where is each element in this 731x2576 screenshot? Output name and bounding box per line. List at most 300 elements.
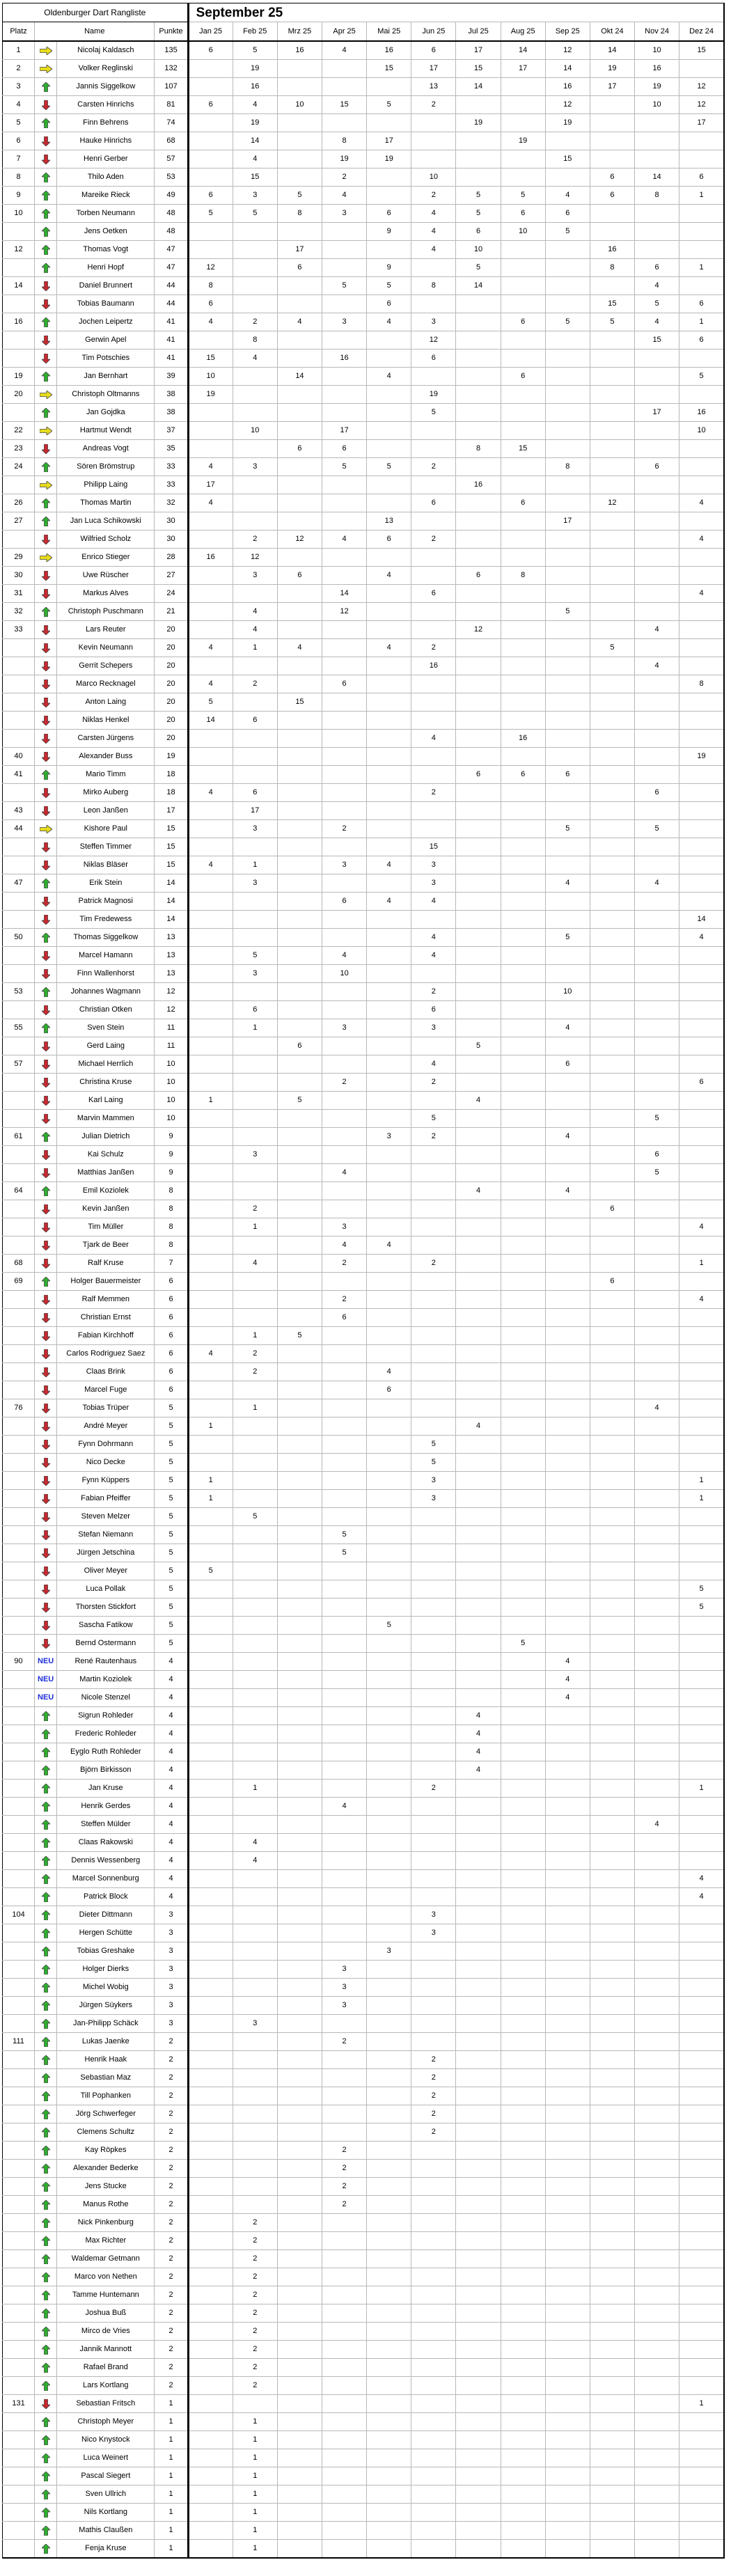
table-row [3,1436,725,1454]
month-score-cell [590,1816,634,1834]
trend-cell [35,1345,57,1363]
month-score-cell [322,2214,367,2232]
month-score-cell [411,2160,456,2178]
month-score-cell [233,838,277,856]
rank-cell [3,1580,35,1599]
month-score-cell: 2 [411,2051,456,2069]
month-score-cell [322,1327,367,1345]
trend-cell [35,874,57,893]
rank-cell [3,1381,35,1399]
month-score-cell: 6 [501,494,545,512]
points-cell: 107 [155,78,188,96]
month-score-cell [367,730,411,748]
month-score-cell [501,1055,545,1074]
month-score-cell [679,965,724,983]
month-score-cell [501,2051,545,2069]
trend-cell [35,766,57,784]
month-score-cell [233,386,277,404]
points-cell: 30 [155,531,188,549]
trend-cell [35,2304,57,2323]
month-score-cell [679,549,724,567]
month-score-cell [456,929,501,947]
trend-cell [35,295,57,313]
month-score-cell [188,1743,233,1761]
arrow-down-icon [42,1603,50,1612]
rank-cell [3,2178,35,2196]
month-score-cell: 6 [367,1381,411,1399]
month-score-cell [411,712,456,730]
month-score-cell [277,2449,322,2467]
table-row [3,621,725,639]
points-cell: 4 [155,1653,188,1671]
table-row [3,2395,725,2413]
month-score-cell [322,838,367,856]
points-cell: 4 [155,1798,188,1816]
month-score-cell [635,2377,679,2395]
player-name: Sascha Fatikow [57,1617,155,1635]
points-cell: 49 [155,187,188,205]
month-score-cell [590,2522,634,2540]
month-score-cell [635,2051,679,2069]
month-score-cell: 5 [233,41,277,60]
month-score-cell [635,802,679,820]
month-score-cell: 4 [635,657,679,675]
month-score-cell [590,2232,634,2250]
rank-cell: 33 [3,621,35,639]
rank-cell [3,2105,35,2123]
month-score-cell [188,1291,233,1309]
month-score-cell [590,1961,634,1979]
month-score-cell [456,856,501,874]
table-row [3,1182,725,1200]
month-score-cell: 16 [501,730,545,748]
month-score-cell [501,748,545,766]
month-score-cell [367,1037,411,1055]
table-row [3,929,725,947]
month-score-cell [411,476,456,494]
points-cell: 13 [155,929,188,947]
month-score-cell [545,295,590,313]
month-score-cell: 15 [545,150,590,168]
month-score-cell: 10 [188,368,233,386]
month-score-cell [501,1816,545,1834]
trend-cell [35,114,57,132]
month-score-cell [367,386,411,404]
month-score-cell: 6 [590,187,634,205]
points-cell: 8 [155,1236,188,1255]
month-score-cell [411,1236,456,1255]
month-score-cell [545,675,590,693]
rank-cell: 61 [3,1128,35,1146]
player-name: Jan Kruse [57,1780,155,1798]
month-score-cell [590,2413,634,2431]
month-score-cell [322,1110,367,1128]
month-score-cell: 2 [411,531,456,549]
month-score-cell [367,2304,411,2323]
rank-cell [3,784,35,802]
month-score-cell [188,1164,233,1182]
month-score-cell [501,1182,545,1200]
rank-cell [3,693,35,712]
month-score-cell [679,2431,724,2449]
month-score-cell [322,2540,367,2559]
month-score-cell [545,331,590,350]
month-score-cell: 2 [233,2250,277,2268]
arrow-up-icon [42,118,50,128]
month-score-cell [277,1562,322,1580]
month-score-cell [679,2286,724,2304]
rank-cell [3,1924,35,1942]
month-score-cell [277,168,322,187]
rank-cell [3,1110,35,1128]
month-score-cell: 4 [635,313,679,331]
month-score-cell [367,168,411,187]
month-score-cell [188,1255,233,1273]
month-score-cell [277,1852,322,1870]
month-score-cell [635,567,679,585]
month-score-cell [411,1526,456,1544]
trend-cell [35,693,57,712]
month-score-cell [411,2395,456,2413]
month-score-cell [635,1942,679,1961]
month-score-cell: 4 [456,1182,501,1200]
month-score-cell [277,1055,322,1074]
month-score-cell [277,1381,322,1399]
month-score-cell [188,1236,233,1255]
month-score-cell [322,748,367,766]
points-cell: 1 [155,2431,188,2449]
table-row [3,422,725,440]
arrow-up-icon [42,2453,50,2463]
arrow-up-icon [42,2363,50,2373]
month-score-cell: 5 [545,929,590,947]
month-score-cell: 12 [188,259,233,277]
month-score-cell [545,657,590,675]
month-score-cell [590,350,634,368]
month-score-cell [456,748,501,766]
points-cell: 28 [155,549,188,567]
month-score-cell [456,1110,501,1128]
month-score-cell [411,1816,456,1834]
month-score-cell [188,1327,233,1345]
month-score-cell [277,1653,322,1671]
month-score-cell [188,983,233,1001]
trend-cell [35,1599,57,1617]
month-score-cell: 6 [277,567,322,585]
points-cell: 7 [155,1255,188,1273]
table-row [3,2123,725,2142]
month-score-cell [590,476,634,494]
month-score-cell [277,2105,322,2123]
month-score-cell [367,1436,411,1454]
month-score-cell [456,1689,501,1707]
table-row [3,2431,725,2449]
arrow-up-icon [42,987,50,997]
month-score-cell [679,983,724,1001]
points-cell: 12 [155,1001,188,1019]
month-score-cell: 2 [322,2160,367,2178]
rank-cell: 68 [3,1255,35,1273]
month-score-cell [679,1906,724,1924]
month-score-cell: 3 [233,820,277,838]
month-score-cell [277,386,322,404]
table-row [3,96,725,114]
month-score-cell [322,78,367,96]
table-row [3,1961,725,1979]
month-score-cell [590,1019,634,1037]
rank-cell: 22 [3,422,35,440]
player-name: Patrick Block [57,1888,155,1906]
points-cell: 3 [155,1942,188,1961]
rank-cell [3,1888,35,1906]
month-score-cell [545,585,590,603]
month-score-cell [590,2504,634,2522]
arrow-down-icon [42,1440,50,1450]
month-score-cell: 13 [367,512,411,531]
trend-cell [35,1707,57,1725]
month-score-cell: 2 [411,1074,456,1092]
rank-cell [3,1562,35,1580]
month-score-cell [277,2286,322,2304]
arrow-down-icon [42,354,50,363]
table-row [3,1291,725,1309]
player-name: Marcel Hamann [57,947,155,965]
month-score-cell: 12 [545,41,590,60]
month-score-cell [367,1906,411,1924]
month-score-cell [501,911,545,929]
month-score-cell: 10 [233,422,277,440]
month-score-cell [233,1454,277,1472]
month-score-cell [367,1146,411,1164]
month-score-cell [590,693,634,712]
player-name: Mario Timm [57,766,155,784]
month-score-cell [277,874,322,893]
month-score-cell [635,639,679,657]
month-score-cell [456,2105,501,2123]
month-score-cell: 6 [501,368,545,386]
table-row [3,1399,725,1417]
table-row [3,1562,725,1580]
month-score-cell [635,856,679,874]
month-score-cell: 5 [679,1599,724,1617]
month-score-cell [590,1236,634,1255]
month-score-cell [590,1707,634,1725]
table-row [3,114,725,132]
month-score-cell [233,1544,277,1562]
month-score-cell [635,1417,679,1436]
table-row [3,2250,725,2268]
month-score-cell [456,1599,501,1617]
month-score-cell [411,2431,456,2449]
month-score-cell [590,947,634,965]
month-score-cell [322,2413,367,2431]
arrow-down-icon [42,1566,50,1576]
month-score-cell [545,730,590,748]
month-score-cell [233,1128,277,1146]
month-score-cell [679,1128,724,1146]
player-name: Marco Recknagel [57,675,155,693]
month-score-cell [635,549,679,567]
month-score-cell [277,1707,322,1725]
trend-cell [35,748,57,766]
rank-cell [3,1798,35,1816]
player-name: Tjark de Beer [57,1236,155,1255]
month-score-cell [233,259,277,277]
rank-cell: 76 [3,1399,35,1417]
points-cell: 20 [155,693,188,712]
rank-cell [3,2540,35,2559]
month-score-cell [456,712,501,730]
month-score-cell [411,603,456,621]
month-score-cell [277,1291,322,1309]
month-score-cell [679,1236,724,1255]
month-score-cell [635,2286,679,2304]
month-score-cell [501,531,545,549]
month-score-cell [411,2377,456,2395]
arrow-down-icon [42,281,50,291]
month-score-cell: 10 [635,96,679,114]
month-score-cell [277,2069,322,2087]
month-score-cell [456,1200,501,1218]
month-score-cell [367,1780,411,1798]
month-score-cell [456,2196,501,2214]
month-score-cell [456,784,501,802]
month-score-cell [501,1128,545,1146]
month-score-cell [277,2323,322,2341]
month-score-cell [635,1599,679,1617]
month-score-cell: 4 [367,639,411,657]
player-name: Carlos Rodriguez Saez [57,1345,155,1363]
player-name: Tim Müller [57,1218,155,1236]
points-cell: 12 [155,983,188,1001]
month-score-cell [277,784,322,802]
month-score-cell [367,1979,411,1997]
month-score-cell [456,1399,501,1417]
arrow-down-icon [42,643,50,653]
month-score-cell [188,2304,233,2323]
month-score-cell: 10 [501,223,545,241]
month-score-cell [456,1671,501,1689]
month-score-cell [367,1743,411,1761]
arrow-up-icon [42,1838,50,1848]
month-score-cell [590,1164,634,1182]
month-score-cell: 6 [635,1146,679,1164]
month-score-cell [367,549,411,567]
month-score-cell [411,549,456,567]
month-score-cell [277,1979,322,1997]
player-name: Philipp Laing [57,476,155,494]
month-score-cell [277,1942,322,1961]
month-score-cell [501,1653,545,1671]
month-score-cell: 4 [367,1236,411,1255]
rank-cell: 26 [3,494,35,512]
trend-cell [35,458,57,476]
rank-cell [3,2467,35,2485]
month-score-cell: 5 [545,223,590,241]
month-score-cell [188,766,233,784]
month-score-cell: 17 [679,114,724,132]
table-row [3,132,725,150]
month-score-cell [411,2341,456,2359]
month-score-cell [367,2069,411,2087]
month-score-cell [277,60,322,78]
month-score-cell [367,2033,411,2051]
player-name: Pascal Siegert [57,2467,155,2485]
trend-cell [35,150,57,168]
player-name: Kai Schulz [57,1146,155,1164]
month-score-cell [456,2341,501,2359]
rank-cell: 69 [3,1273,35,1291]
month-score-cell [456,1979,501,1997]
month-score-cell [411,1146,456,1164]
month-score-cell [233,1599,277,1617]
month-score-cell [411,1725,456,1743]
rank-cell [3,2160,35,2178]
month-score-cell: 1 [233,1399,277,1417]
month-score-cell [545,1436,590,1454]
month-score-cell [411,2522,456,2540]
points-cell: 15 [155,838,188,856]
month-score-cell: 6 [322,675,367,693]
month-score-cell [277,2178,322,2196]
month-score-cell [456,1834,501,1852]
player-name: Nicole Stenzel [57,1689,155,1707]
month-score-cell [277,1816,322,1834]
rank-cell [3,1490,35,1508]
month-score-cell: 5 [411,404,456,422]
month-score-cell [277,1472,322,1490]
month-score-cell: 4 [322,1798,367,1816]
month-score-cell: 4 [367,368,411,386]
player-name: Tobias Baumann [57,295,155,313]
month-score-cell [501,1164,545,1182]
trend-cell [35,277,57,295]
table-row [3,1725,725,1743]
month-score-cell: 16 [233,78,277,96]
month-score-cell [635,1508,679,1526]
month-score-cell [501,1363,545,1381]
month-score-cell [456,96,501,114]
month-score-cell [635,440,679,458]
month-score-cell [679,1363,724,1381]
arrow-down-icon [42,1241,50,1250]
month-score-cell [188,1689,233,1707]
points-cell: 53 [155,168,188,187]
month-score-cell [679,2087,724,2105]
month-score-cell [635,1291,679,1309]
month-score-cell [367,1816,411,1834]
month-score-cell [545,1599,590,1617]
month-score-cell [545,1037,590,1055]
month-score-cell [501,965,545,983]
arrow-down-icon [42,444,50,454]
month-score-cell [679,1942,724,1961]
month-score-cell: 4 [233,96,277,114]
points-cell: 10 [155,1092,188,1110]
month-score-cell [277,1345,322,1363]
month-score-cell [367,1562,411,1580]
month-score-cell [456,168,501,187]
month-score-cell [322,983,367,1001]
points-cell: 35 [155,440,188,458]
month-score-cell [188,114,233,132]
arrow-down-icon [42,1494,50,1504]
month-score-cell [635,1743,679,1761]
month-score-cell [501,1381,545,1399]
points-cell: 21 [155,603,188,621]
rank-cell [3,2051,35,2069]
month-score-cell [456,1001,501,1019]
